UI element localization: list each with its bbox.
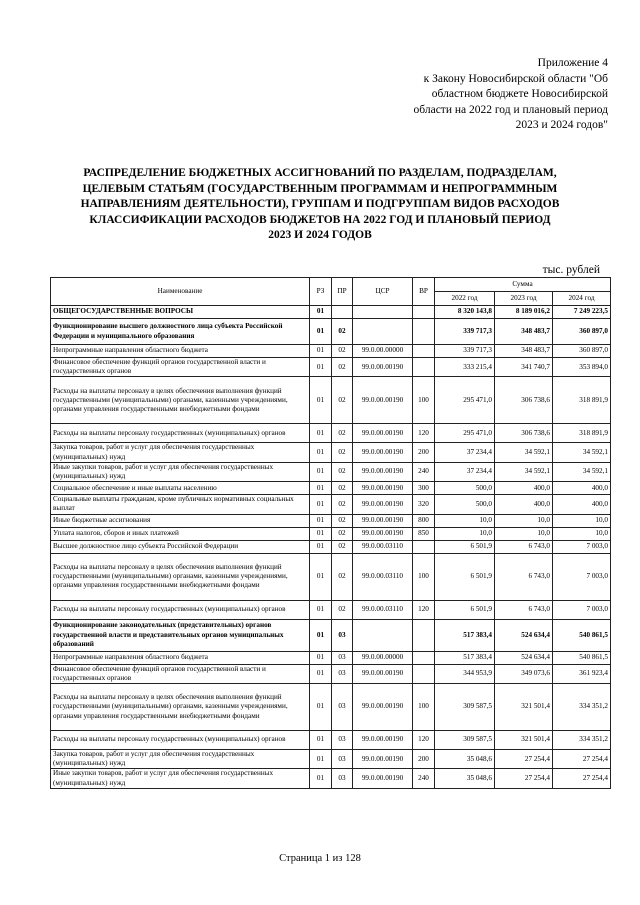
- cell-vr: [413, 306, 435, 319]
- cell-vr: 300: [413, 482, 435, 495]
- cell-csr: 99.0.00.03110: [353, 540, 413, 553]
- table-row: [51, 527, 611, 540]
- cell-rz: 01: [310, 443, 332, 462]
- cell-2023: 306 738,6: [495, 377, 553, 424]
- cell-2022: 37 234,4: [435, 462, 495, 481]
- document-title: [60, 166, 580, 244]
- cell-csr: 99.0.00.03110: [353, 553, 413, 600]
- cell-name: Уплата налогов, сборов и иных платежей: [51, 527, 310, 540]
- appendix-line: областном бюджете Новосибирской: [431, 88, 608, 100]
- cell-2022: 517 383,4: [435, 651, 495, 664]
- cell-pr: 03: [332, 664, 353, 683]
- appendix-block: [368, 56, 608, 134]
- cell-vr: [413, 358, 435, 377]
- cell-rz: 01: [310, 377, 332, 424]
- cell-2024: 318 891,9: [553, 377, 611, 424]
- cell-rz: 01: [310, 319, 332, 345]
- cell-2023: 341 740,7: [495, 358, 553, 377]
- cell-csr: 99.0.00.00190: [353, 527, 413, 540]
- cell-2023: 321 501,4: [495, 731, 553, 750]
- cell-name: Закупка товаров, работ и услуг для обеспечения государственных (муниципальных) нужд: [51, 750, 310, 769]
- header-2023: 2023 год: [495, 292, 553, 306]
- cell-2022: 295 471,0: [435, 377, 495, 424]
- header-rz: РЗ: [310, 278, 332, 306]
- table-row: [51, 377, 611, 424]
- cell-2022: 37 234,4: [435, 443, 495, 462]
- cell-csr: 99.0.00.00190: [353, 769, 413, 788]
- cell-2024: 334 351,2: [553, 684, 611, 731]
- cell-csr: 99.0.00.00190: [353, 514, 413, 527]
- cell-2022: 517 383,4: [435, 619, 495, 651]
- cell-pr: 03: [332, 684, 353, 731]
- cell-2024: 360 897,0: [553, 345, 611, 358]
- cell-2024: 27 254,4: [553, 750, 611, 769]
- cell-name: Расходы на выплаты персоналу в целях обеспечения выполнения функций государственными (муниципальными) органами, казенными учреждениями, органами управления государственными внебюджетными фондами: [51, 553, 310, 600]
- cell-2022: 339 717,3: [435, 319, 495, 345]
- header-pr: ПР: [332, 278, 353, 306]
- cell-csr: [353, 306, 413, 319]
- header-vr: ВР: [413, 278, 435, 306]
- table-row: [51, 462, 611, 481]
- cell-2024: 7 003,0: [553, 540, 611, 553]
- cell-2024: 334 351,2: [553, 731, 611, 750]
- table-row: [51, 684, 611, 731]
- cell-vr: 320: [413, 495, 435, 514]
- cell-2024: 540 861,5: [553, 651, 611, 664]
- cell-vr: 120: [413, 731, 435, 750]
- cell-name: Иные бюджетные ассигнования: [51, 514, 310, 527]
- cell-2023: 6 743,0: [495, 540, 553, 553]
- cell-csr: 99.0.00.00190: [353, 495, 413, 514]
- cell-vr: [413, 651, 435, 664]
- table-row: [51, 769, 611, 788]
- appendix-line: Приложение 4: [537, 57, 608, 69]
- cell-vr: [413, 345, 435, 358]
- cell-pr: 02: [332, 527, 353, 540]
- cell-csr: [353, 619, 413, 651]
- cell-2022: 500,0: [435, 495, 495, 514]
- cell-csr: 99.0.00.00190: [353, 358, 413, 377]
- cell-2024: 10,0: [553, 527, 611, 540]
- cell-2024: 7 003,0: [553, 553, 611, 600]
- cell-2024: 27 254,4: [553, 769, 611, 788]
- page-footer: Страница 1 из 128: [279, 853, 361, 864]
- appendix-line: к Закону Новосибирской области "Об: [423, 72, 608, 85]
- cell-2024: 361 923,4: [553, 664, 611, 683]
- cell-name: Непрограммные направления областного бюджета: [51, 345, 310, 358]
- cell-2023: 34 592,1: [495, 462, 553, 481]
- cell-pr: 02: [332, 482, 353, 495]
- cell-vr: [413, 619, 435, 651]
- cell-csr: 99.0.00.00190: [353, 731, 413, 750]
- cell-rz: 01: [310, 600, 332, 619]
- cell-rz: 01: [310, 527, 332, 540]
- cell-name: Расходы на выплаты персоналу государственных (муниципальных) органов: [51, 600, 310, 619]
- table-row: [51, 443, 611, 462]
- cell-name: Расходы на выплаты персоналу в целях обеспечения выполнения функций государственными (муниципальными) органами, казенными учреждениями, органами управления государственными внебюджетными фондами: [51, 684, 310, 731]
- cell-2022: 500,0: [435, 482, 495, 495]
- table-row: [51, 540, 611, 553]
- cell-csr: 99.0.00.00190: [353, 377, 413, 424]
- cell-rz: 01: [310, 769, 332, 788]
- cell-pr: 02: [332, 319, 353, 345]
- header-2022: 2022 год: [435, 292, 495, 306]
- cell-pr: 02: [332, 443, 353, 462]
- cell-rz: 01: [310, 540, 332, 553]
- table-row: [51, 619, 611, 651]
- cell-pr: 02: [332, 345, 353, 358]
- cell-csr: 99.0.00.00000: [353, 651, 413, 664]
- cell-pr: 02: [332, 495, 353, 514]
- appendix-line: 2023 и 2024 годов": [515, 119, 608, 131]
- cell-vr: [413, 664, 435, 683]
- cell-name: Высшее должностное лицо субъекта Российской Федерации: [51, 540, 310, 553]
- cell-2024: 353 894,0: [553, 358, 611, 377]
- table-row: [51, 553, 611, 600]
- cell-2024: 360 897,0: [553, 319, 611, 345]
- cell-2024: 34 592,1: [553, 443, 611, 462]
- table-row: [51, 600, 611, 619]
- cell-name: Иные закупки товаров, работ и услуг для обеспечения государственных (муниципальных) нужд: [51, 462, 310, 481]
- cell-2024: 10,0: [553, 514, 611, 527]
- cell-2022: 309 587,5: [435, 731, 495, 750]
- cell-name: Иные закупки товаров, работ и услуг для обеспечения государственных (муниципальных) нужд: [51, 769, 310, 788]
- cell-2023: 10,0: [495, 514, 553, 527]
- title-line: КЛАССИФИКАЦИИ РАСХОДОВ БЮДЖЕТОВ НА 2022 ГОД И ПЛАНОВЫЙ ПЕРИОД: [89, 213, 551, 226]
- table-row: [51, 319, 611, 345]
- cell-csr: 99.0.00.00190: [353, 750, 413, 769]
- cell-2023: 34 592,1: [495, 443, 553, 462]
- header-2024: 2024 год: [553, 292, 611, 306]
- cell-2023: 27 254,4: [495, 750, 553, 769]
- cell-pr: 03: [332, 619, 353, 651]
- table-row: [51, 482, 611, 495]
- cell-vr: 850: [413, 527, 435, 540]
- cell-csr: 99.0.00.00000: [353, 345, 413, 358]
- cell-2023: 348 483,7: [495, 345, 553, 358]
- cell-2022: 6 501,9: [435, 600, 495, 619]
- title-line: НАПРАВЛЕНИЯМ ДЕЯТЕЛЬНОСТИ), ГРУППАМ И ПОДГРУППАМ ВИДОВ РАСХОДОВ: [80, 198, 560, 211]
- cell-2023: 10,0: [495, 527, 553, 540]
- header-csr: ЦСР: [353, 278, 413, 306]
- cell-vr: 240: [413, 462, 435, 481]
- table-row: [51, 664, 611, 683]
- cell-name: Функционирование высшего должностного лица субъекта Российской Федерации и муниципального образования: [51, 319, 310, 345]
- cell-name: Финансовое обеспечение функций органов государственной власти и государственных органов: [51, 358, 310, 377]
- table-row: [51, 306, 611, 319]
- cell-2022: 35 048,6: [435, 769, 495, 788]
- cell-vr: [413, 540, 435, 553]
- cell-2022: 295 471,0: [435, 424, 495, 443]
- cell-vr: 120: [413, 424, 435, 443]
- table-row: [51, 750, 611, 769]
- cell-2024: 34 592,1: [553, 462, 611, 481]
- cell-vr: 240: [413, 769, 435, 788]
- cell-2024: 7 249 223,5: [553, 306, 611, 319]
- cell-pr: 03: [332, 731, 353, 750]
- cell-vr: 100: [413, 377, 435, 424]
- cell-pr: 03: [332, 750, 353, 769]
- cell-pr: 02: [332, 600, 353, 619]
- cell-csr: 99.0.00.00190: [353, 664, 413, 683]
- table-row: [51, 651, 611, 664]
- cell-rz: 01: [310, 424, 332, 443]
- table-row: [51, 345, 611, 358]
- cell-name: Расходы на выплаты персоналу государственных (муниципальных) органов: [51, 424, 310, 443]
- cell-vr: 100: [413, 684, 435, 731]
- cell-rz: 01: [310, 750, 332, 769]
- cell-pr: 02: [332, 553, 353, 600]
- cell-csr: 99.0.00.00190: [353, 684, 413, 731]
- cell-name: Социальное обеспечение и иные выплаты населению: [51, 482, 310, 495]
- cell-2023: 321 501,4: [495, 684, 553, 731]
- cell-pr: 02: [332, 377, 353, 424]
- cell-name: Финансовое обеспечение функций органов государственной власти и государственных органов: [51, 664, 310, 683]
- header-name: Наименование: [51, 278, 310, 306]
- cell-2024: 318 891,9: [553, 424, 611, 443]
- cell-name: Закупка товаров, работ и услуг для обеспечения государственных (муниципальных) нужд: [51, 443, 310, 462]
- cell-2022: 8 320 143,8: [435, 306, 495, 319]
- table-row: [51, 424, 611, 443]
- cell-2023: 27 254,4: [495, 769, 553, 788]
- title-line: РАСПРЕДЕЛЕНИЕ БЮДЖЕТНЫХ АССИГНОВАНИЙ ПО РАЗДЕЛАМ, ПОДРАЗДЕЛАМ,: [83, 167, 557, 179]
- cell-name: Расходы на выплаты персоналу государственных (муниципальных) органов: [51, 731, 310, 750]
- cell-vr: 120: [413, 600, 435, 619]
- cell-2022: 333 215,4: [435, 358, 495, 377]
- cell-2023: 8 189 016,2: [495, 306, 553, 319]
- cell-pr: 02: [332, 540, 353, 553]
- cell-2023: 306 738,6: [495, 424, 553, 443]
- cell-csr: 99.0.00.00190: [353, 443, 413, 462]
- cell-2022: 35 048,6: [435, 750, 495, 769]
- cell-2023: 400,0: [495, 482, 553, 495]
- table-row: [51, 495, 611, 514]
- budget-table-body: [51, 306, 611, 789]
- cell-2022: 6 501,9: [435, 540, 495, 553]
- cell-2023: 348 483,7: [495, 319, 553, 345]
- cell-rz: 01: [310, 619, 332, 651]
- cell-name: Социальные выплаты гражданам, кроме публичных нормативных социальных выплат: [51, 495, 310, 514]
- cell-name: Непрограммные направления областного бюджета: [51, 651, 310, 664]
- cell-2022: 339 717,3: [435, 345, 495, 358]
- cell-name: Расходы на выплаты персоналу в целях обеспечения выполнения функций государственными (муниципальными) органами, казенными учреждениями, органами управления государственными внебюджетными фондами: [51, 377, 310, 424]
- cell-rz: 01: [310, 514, 332, 527]
- cell-2022: 10,0: [435, 514, 495, 527]
- cell-name: Функционирование законодательных (представительных) органов государственной власти и представительных органов муниципальных образований: [51, 619, 310, 651]
- cell-pr: 02: [332, 514, 353, 527]
- cell-2024: 400,0: [553, 495, 611, 514]
- cell-pr: 02: [332, 358, 353, 377]
- cell-vr: 800: [413, 514, 435, 527]
- cell-csr: [353, 319, 413, 345]
- appendix-line: области на 2022 год и плановый период: [413, 103, 608, 116]
- cell-pr: 02: [332, 424, 353, 443]
- cell-vr: 200: [413, 750, 435, 769]
- cell-2023: 524 634,4: [495, 651, 553, 664]
- cell-csr: 99.0.00.00190: [353, 482, 413, 495]
- cell-rz: 01: [310, 358, 332, 377]
- cell-rz: 01: [310, 345, 332, 358]
- cell-csr: 99.0.00.00190: [353, 424, 413, 443]
- table-row: [51, 731, 611, 750]
- header-sum: Сумма: [435, 278, 611, 292]
- cell-rz: 01: [310, 553, 332, 600]
- cell-2024: 540 861,5: [553, 619, 611, 651]
- cell-2022: 344 953,9: [435, 664, 495, 683]
- cell-csr: 99.0.00.03110: [353, 600, 413, 619]
- cell-pr: 03: [332, 769, 353, 788]
- table-row: [51, 358, 611, 377]
- cell-rz: 01: [310, 306, 332, 319]
- cell-2022: 10,0: [435, 527, 495, 540]
- cell-2022: 6 501,9: [435, 553, 495, 600]
- cell-2023: 6 743,0: [495, 553, 553, 600]
- title-line: ЦЕЛЕВЫМ СТАТЬЯМ (ГОСУДАРСТВЕННЫМ ПРОГРАММАМ И НЕПРОГРАММНЫМ: [82, 182, 558, 195]
- title-line: 2023 И 2024 ГОДОВ: [268, 229, 372, 242]
- cell-vr: 100: [413, 553, 435, 600]
- cell-pr: 03: [332, 651, 353, 664]
- cell-name: ОБЩЕГОСУДАРСТВЕННЫЕ ВОПРОСЫ: [51, 306, 310, 319]
- cell-2024: 7 003,0: [553, 600, 611, 619]
- cell-rz: 01: [310, 684, 332, 731]
- cell-2023: 6 743,0: [495, 600, 553, 619]
- cell-pr: 02: [332, 462, 353, 481]
- cell-vr: 200: [413, 443, 435, 462]
- cell-rz: 01: [310, 462, 332, 481]
- cell-rz: 01: [310, 482, 332, 495]
- cell-2024: 400,0: [553, 482, 611, 495]
- cell-rz: 01: [310, 651, 332, 664]
- cell-vr: [413, 319, 435, 345]
- cell-2022: 309 587,5: [435, 684, 495, 731]
- cell-2023: 349 073,6: [495, 664, 553, 683]
- cell-pr: [332, 306, 353, 319]
- cell-2023: 524 634,4: [495, 619, 553, 651]
- cell-csr: 99.0.00.00190: [353, 462, 413, 481]
- cell-rz: 01: [310, 731, 332, 750]
- cell-2023: 400,0: [495, 495, 553, 514]
- budget-table: [50, 277, 611, 789]
- cell-rz: 01: [310, 495, 332, 514]
- cell-rz: 01: [310, 664, 332, 683]
- table-row: [51, 514, 611, 527]
- units-label: тыс. рублей: [542, 264, 600, 276]
